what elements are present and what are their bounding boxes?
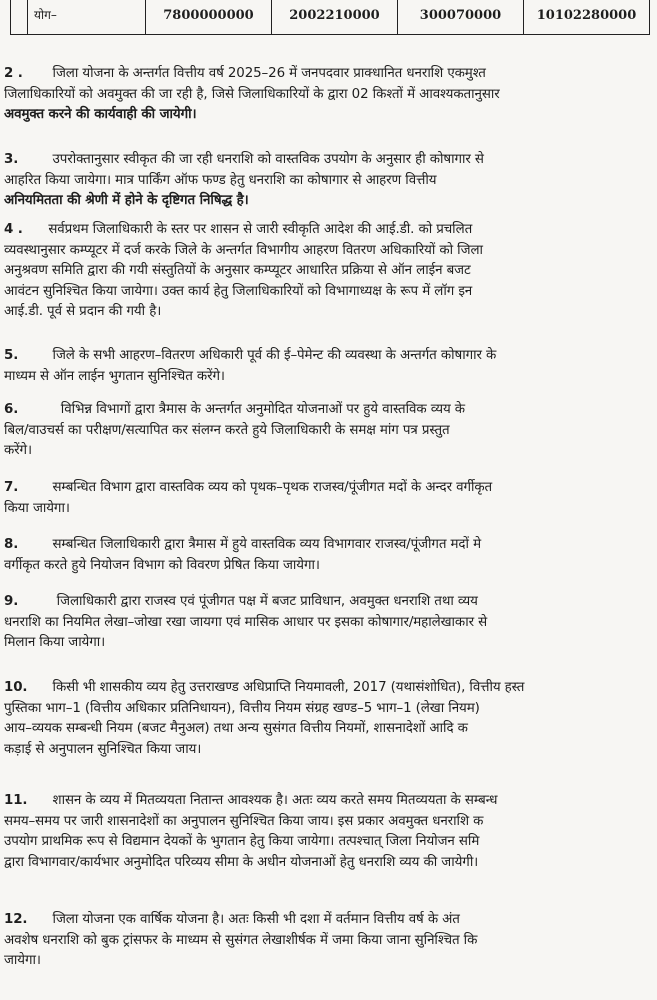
- paragraph-line: व्यवस्थानुसार कम्प्यूटर में दर्ज करके जिले के अन्तर्गत विभागीय आहरण वितरण अधिकारियों को जिला: [4, 242, 483, 258]
- paragraph-line: कड़ाई से अनुपालन सुनिश्चित किया जाय।: [4, 741, 202, 757]
- paragraph-line: शासन के व्यय में मितव्ययता नितान्त आवश्यक है। अतः व्यय करते समय मितव्ययता के सम्बन्ध: [52, 793, 498, 808]
- paragraph-number: 8.: [4, 537, 19, 552]
- paragraph-5: [4, 346, 657, 387]
- paragraph-line: सम्बन्धित विभाग द्वारा वास्तविक व्यय को पृथक–पृथक राजस्व/पूंजीगत मदों के अन्दर वर्गीकृत: [52, 480, 493, 495]
- paragraph-9: [4, 592, 657, 654]
- paragraph-line: अनियमितता की श्रेणी में होने के दृष्टिगत निषिद्ध है।: [4, 193, 249, 208]
- paragraph-line: जायेगा।: [4, 953, 41, 968]
- paragraph-line: अवमुक्त करने की कार्यवाही की जायेगी।: [4, 107, 197, 122]
- paragraph-8: [4, 535, 657, 576]
- paragraph-line: पुस्तिका भाग–1 (वित्तीय अधिकार प्रतिनिधायन), वित्तीय नियम संग्रह खण्ड–5 भाग–1 (लेखा नियम): [4, 700, 480, 716]
- paragraph-number: 2 .: [4, 66, 23, 81]
- paragraph-line: आहरित किया जायेगा। मात्र पार्किंग ऑफ फण्ड हेतु धनराशि का कोषागार से आहरण वित्तीय: [4, 172, 437, 188]
- total-value-2: 2002210000: [272, 0, 398, 34]
- paragraph-number: 10.: [4, 680, 28, 695]
- paragraph-line: द्वारा विभागवार/कार्यभार अनुमोदित परिव्यय सीमा के अधीन योजनाओं हेतु धनराशि व्यय की जायेगी।: [4, 854, 479, 870]
- total-value-3: 300070000: [398, 0, 524, 34]
- total-row: [10, 0, 650, 35]
- total-value-4: 10102280000: [524, 0, 650, 34]
- paragraph-number: 11.: [4, 793, 28, 808]
- paragraph-line: आवंटन सुनिश्चित किया जायेगा। उक्त कार्य हेतु जिलाधिकारियों को विभागाध्यक्ष के रूप में लॉग इन: [4, 283, 473, 299]
- paragraph-number: 7.: [4, 480, 19, 495]
- paragraph-line: करेंगे।: [4, 443, 32, 458]
- paragraph-7: [4, 478, 657, 519]
- paragraph-line: जिलाधिकारी द्वारा राजस्व एवं पूंजीगत पक्ष में बजट प्राविधान, अवमुक्त धनराशि तथा व्यय: [56, 594, 478, 609]
- paragraph-4: [4, 220, 657, 323]
- paragraph-line: किया जायेगा।: [4, 500, 70, 516]
- paragraph-line: जिले के सभी आहरण–वितरण अधिकारी पूर्व की ई–पेमेन्ट की व्यवस्था के अन्तर्गत कोषागार के: [52, 348, 497, 363]
- paragraph-number: 9.: [4, 594, 19, 609]
- paragraph-line: अवशेष धनराशि को बुक ट्रांसफर के माध्यम से सुसंगत लेखाशीर्षक में जमा किया जाना सुनिश्चित कि: [4, 932, 478, 948]
- paragraph-line: उपयोग प्राथमिक रूप से विद्यमान देयकों के भुगतान हेतु किया जायेगा। तत्पश्चात् जिला नियोजन समि: [4, 834, 480, 849]
- paragraph-6: [4, 400, 657, 462]
- paragraph-number: 4 .: [4, 222, 23, 237]
- paragraph-12: [4, 910, 657, 972]
- paragraph-number: 3.: [4, 152, 19, 167]
- paragraph-line: सम्बन्धित जिलाधिकारी द्वारा त्रैमास में हुये वास्तविक व्यय विभागवार राजस्व/पूंजीगत मदों मे: [52, 537, 481, 552]
- paragraph-line: धनराशि का नियमित लेखा–जोखा रखा जायगा एवं मासिक आधार पर इसका कोषागार/महालेखाकार से: [4, 614, 488, 630]
- paragraph-line: वर्गीकृत करते हुये नियोजन विभाग को विवरण प्रेषित किया जायेगा।: [4, 557, 320, 573]
- paragraph-line: किसी भी शासकीय व्यय हेतु उत्तराखण्ड अधिप्राप्ति नियमावली, 2017 (यथासंशोधित), वित्तीय हस्त: [52, 680, 525, 695]
- paragraph-3: [4, 150, 657, 212]
- paragraph-line: विभिन्न विभागों द्वारा त्रैमास के अन्तर्गत अनुमोदित योजनाओं पर हुये वास्तविक व्यय के: [60, 402, 465, 417]
- paragraph-line: सर्वप्रथम जिलाधिकारी के स्तर पर शासन से जारी स्वीकृति आदेश की आई.डी. को प्रचलित: [48, 222, 473, 237]
- paragraph-line: बिल/वाउचर्स का परीक्षण/सत्यापित कर संलग्न करते हुये जिलाधिकारी के समक्ष मांग पत्र प्रस्तुत: [4, 422, 450, 438]
- paragraph-11: [4, 791, 657, 873]
- paragraph-line: अनुश्रवण समिति द्वारा की गयी संस्तुतियों के अनुसार कम्प्यूटर आधारित प्रक्रिया से ऑन लाईन बजट: [4, 263, 471, 278]
- paragraph-line: जिला योजना एक वार्षिक योजना है। अतः किसी भी दशा में वर्तमान वित्तीय वर्ष के अंत: [52, 912, 460, 927]
- paragraph-2: [4, 64, 657, 126]
- paragraph-line: जिला योजना के अन्तर्गत वित्तीय वर्ष 2025–26 में जनपदवार प्राक्धानित धनराशि एकमुश्त: [52, 66, 486, 81]
- paragraph-number: 5.: [4, 348, 19, 363]
- paragraph-line: आय–व्ययक सम्बन्धी नियम (बजट मैनुअल) तथा अन्य सुसंगत वित्तीय नियमों, शासनादेशों आदि क: [4, 721, 468, 736]
- paragraph-line: जिलाधिकारियों को अवमुक्त की जा रही है, जिसे जिलाधिकारियों के द्वारा 02 किश्तों में आवश्यकतानुसार: [4, 86, 500, 102]
- total-value-1: 7800000000: [146, 0, 272, 34]
- paragraph-10: [4, 678, 657, 760]
- total-label: योग–: [28, 0, 146, 34]
- paragraph-line: उपरोक्तानुसार स्वीकृत की जा रही धनराशि को वास्तविक उपयोग के अनुसार ही कोषागार से: [52, 152, 484, 167]
- paragraph-line: समय–समय पर जारी शासनादेशों का अनुपालन सुनिश्चित किया जाय। इस प्रकार अवमुक्त धनराशि क: [4, 813, 484, 829]
- paragraph-number: 6.: [4, 402, 19, 417]
- paragraph-line: मिलान किया जायेगा।: [4, 635, 106, 650]
- paragraph-number: 12.: [4, 912, 28, 927]
- paragraph-line: आई.डी. पूर्व से प्रदान की गयी है।: [4, 304, 162, 319]
- paragraph-line: माध्यम से ऑन लाईन भुगतान सुनिश्चित करेंगे।: [4, 368, 225, 384]
- table-cell-blank: [10, 0, 28, 34]
